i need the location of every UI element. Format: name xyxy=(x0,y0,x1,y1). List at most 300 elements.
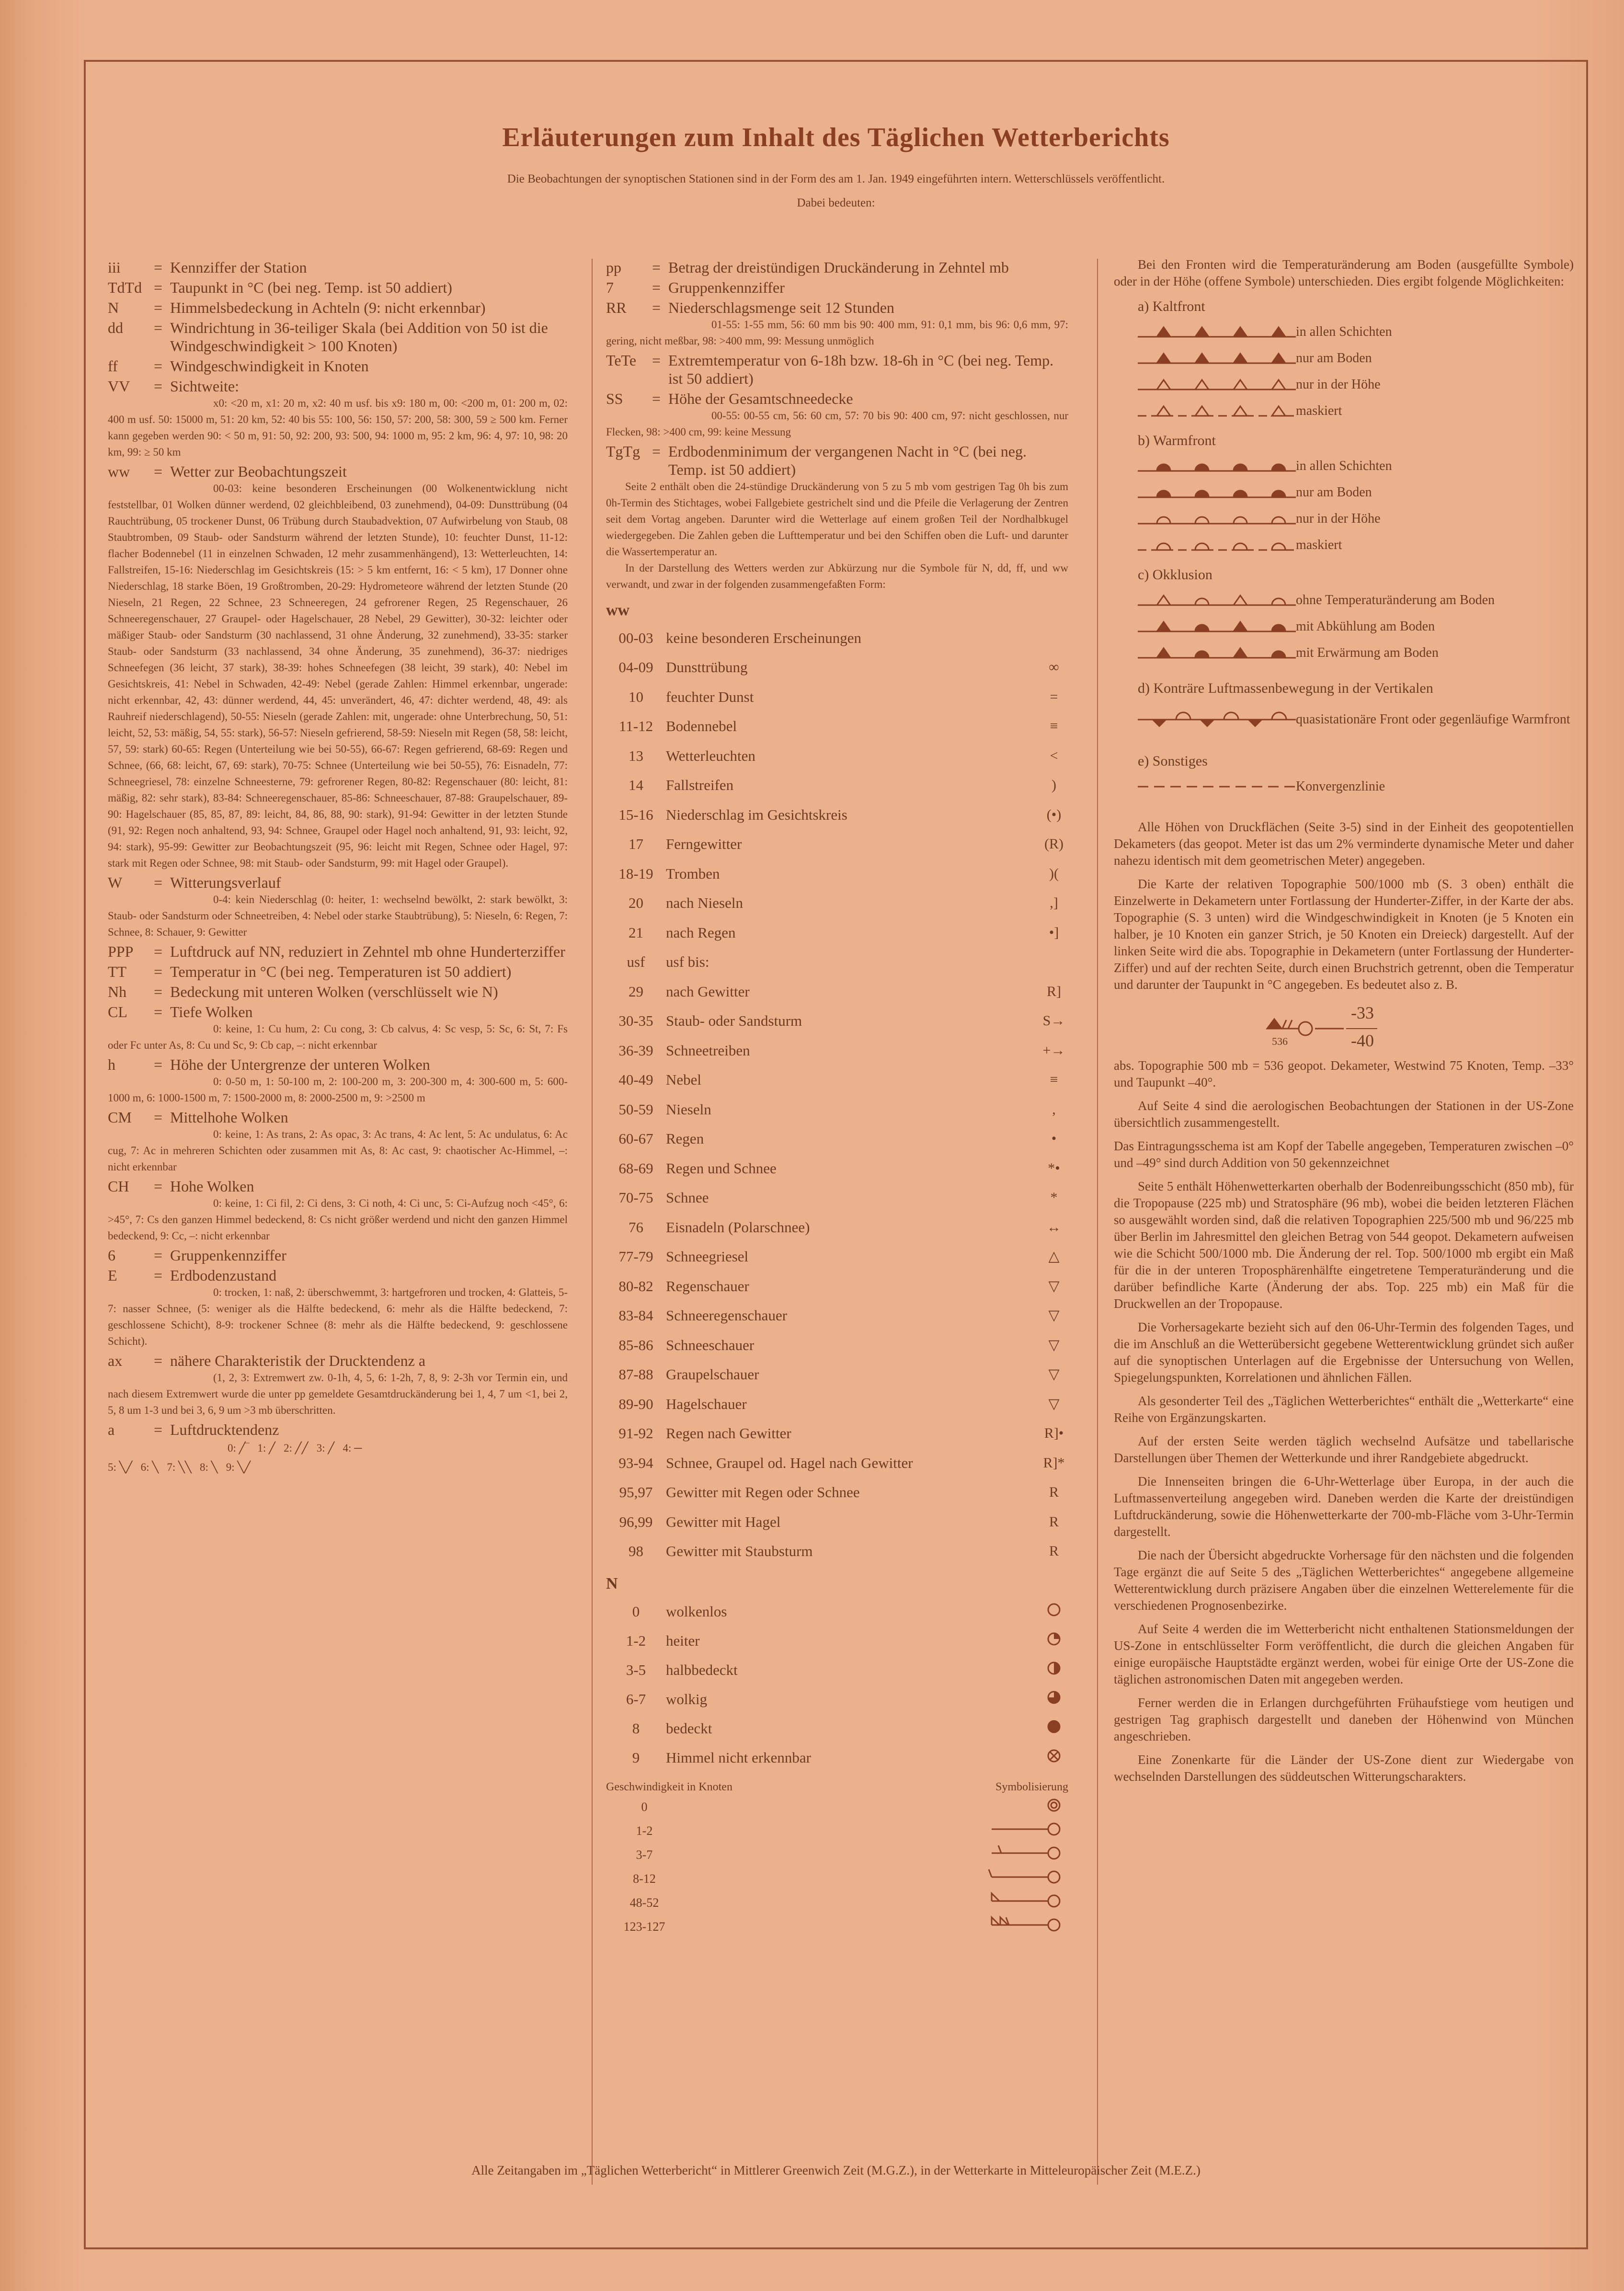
column-divider xyxy=(1097,259,1098,2185)
item-code: 18-19 xyxy=(618,865,653,882)
cloud-cover-symbol xyxy=(1040,1717,1068,1740)
weather-symbol-icon: ,] xyxy=(1050,895,1058,911)
tendency-label: 8: xyxy=(199,1461,208,1473)
item-label: Niederschlag im Gesichtskreis xyxy=(666,806,847,823)
list-item xyxy=(606,1795,1068,1819)
list-item xyxy=(606,653,1068,683)
code-desc: Tiefe Wolken xyxy=(170,1003,253,1020)
item-label: Himmel nicht erkennbar xyxy=(666,1749,812,1766)
stationary-front-symbol xyxy=(1138,710,1296,729)
vv-explanation: x0: <20 m, x1: 20 m, x2: 40 m usf. bis x9: 180 m, 00: <200 m, 01: 200 m, 02: 400 m usf. 50: 15000 m, 51: 20 km, 52: 40 bis 55: 100, 56: 150, 57: 200, 58: 300, 59 ≥ 500 km. Ferner kann gegeben werden 90: < 50 m, 91: 50, 92: 200, 93: 500, 94: 1000 m, 95: 2 km, 96: 4, 97: 10, 98: 20 km, 99: ≥ 50 km xyxy=(108,397,568,458)
item-code: 3-5 xyxy=(626,1661,646,1678)
code-desc: Luftdruck auf NN, reduziert in Zehntel mb ohne Hunderterziffer xyxy=(170,943,565,960)
item-label: Bodennebel xyxy=(666,718,737,735)
code-desc: Kennziffer der Station xyxy=(170,259,307,276)
w-explanation: 0-4: kein Niederschlag (0: heiter, 1: wechselnd bewölkt, 2: stark bewölkt, 3: Staub- oder Sandsturm oder Schneetreiben, 4: Nebel oder starke Staubtrübung), 5: Nieseln, 6: Regen, 7: Schnee, 8: Schauer, 9: Gewitter xyxy=(108,893,568,938)
wind-header xyxy=(606,1779,1068,1795)
tendency-label: 2: xyxy=(284,1442,293,1454)
code-n: N = Himmelsbedeckung in Achteln (9: nicht erkennbar) xyxy=(108,298,568,317)
front-label: quasistationäre Front oder gegenläufige Warmfront xyxy=(1296,712,1570,727)
front-row xyxy=(1114,345,1574,371)
column-left xyxy=(108,256,568,1477)
ww-explanation: 00-03: keine besonderen Erscheinungen (00 Wolkenentwicklung nicht feststellbar, 01 Wolken dünner werdend, 02 gleichbleibend, 03 zunehmend), 04-09: Dunsttrübung (04 Rauchtrübung, 05 trockener Dunst, 06 Trübung durch Staubadvektion, 07 Aufwirbelung von Staub, 08 Staubtromben, 09 Staub- oder Sandsturm während der letzten Stunde), 10: feuchter Dunst, 11-12: flacher Bodennebel (11 in einzelnen Schwaden, 12 mehr zusammenhängend), 13: Wetterleuchten, 14: Fallstreifen, 15-16: Niederschlag im Gesichtskreis (15: > 5 km entfernt, 16: < 5 km), 17 Donner ohne Niederschlag, 18 starke Böen, 19 Großtromben, 20-29: Hydrometeore während der letzten Stunde (20 Nieseln, 21 Regen, 22 Schnee, 23 Schneeregen, 24 gefrorener Regen, 25 Regenschauer, 26 Schneeregenschauer, 27 Graupel- oder Hagelschauer, 28 Nebel, 29 Gewitter), 30-32: leichter oder mäßiger Staub- oder Sandsturm (30 nachlassend, 31 ohne Änderung, 32 zunehmend), 33-35: starker Staub- oder Sandsturm (33 nachlassend, 34 ohne Änderung, 35 zunehmend), 36-37: niedriges Schneefegen (36 leicht, 37 stark), 38-39: hohes Schneefegen (38 leicht, 39 stark), 40: Nebel im Gesichtskreis, 41: Nebel in Schwaden, 42-49: Nebel (gerade Zahlen: Himmel erkennbar, ungerade: nicht erkennbar, 42, 43: dünner werdend, 44, 45: unverändert, 46, 47: dichter werdend, 48, 49: als Rauhreif niederschlagend), 50-55: Nieseln (gerade Zahlen: mit, ungerade: ohne Unterbrechung, 50, 51: leicht, 52, 53: mäßig, 54, 55: stark), 56-57: Nieseln gefrierend, 58-59: Nieseln mit Regen (58, 58: leicht, 57, 59: stark) 60-65: Regen (Unterteilung wie bei 50-55), 66-67: Regen gefrierend, 68-69: Regen und Schnee, (66, 68: leicht, 67, 69: stark), 70-75: Schnee (Unterteilung wie bei 50-55), 76: Eisnadeln, 77: Schneegriesel, 78: einzelne Schneesterne, 79: gefrorener Regen, 80-82: Regenschauer (80: leicht, 81: mäßig, 82: sehr stark), 83-84: Schneeregenschauer, 85-86: Schneeschauer, 87-88: Graupelschauer, 89-90: Hagelschauer (85, 85, 87, 89: leicht, 84, 86, 88, 90: stark), 91-94: Gewitter in der letzten Stunde (91, 92: Regen noch anhaltend, 93, 94: Schnee, Graupel oder Hagel noch anhaltend, 91, 93: leicht, 92, 94: stark), 95-99: Gewitter zur Beobachtungszeit (95, 96: leicht mit Regen, Schnee oder Hagel, 97: stark mit Regen oder Schnee, 98: mit Staub- oder Sandsturm, 99: mit Hagel oder Graupel). xyxy=(108,482,568,869)
footer-note: Alle Zeitangaben im „Täglichen Wetterbericht“ in Mittlerer Greenwich Zeit (M.G.Z.), in der Wetterkarte in Mitteleuropäischer Zeit (M.E.Z.) xyxy=(471,2163,1201,2177)
n-section-heading: N xyxy=(606,1575,618,1592)
item-code: 96,99 xyxy=(619,1513,653,1530)
code-key: VV xyxy=(108,378,130,395)
code-e: E = Erdbodenzustand xyxy=(108,1266,568,1284)
code-key: CH xyxy=(108,1178,129,1195)
item-label: Regenschauer xyxy=(666,1277,749,1294)
item-code: 11-12 xyxy=(618,718,653,735)
wind-symbol-list xyxy=(606,1795,1068,1939)
darstellung-text: In der Darstellung des Wetters werden zur Abkürzung nur die Symbole für N, dd, ff, und ww verwandt, und zwar in der folgenden zusammengefaßten Form: xyxy=(606,562,1068,590)
list-item xyxy=(606,1095,1068,1124)
code-iii: iii = Kennziffer der Station xyxy=(108,258,568,276)
item-label: Regen nach Gewitter xyxy=(666,1425,791,1442)
code-cm: CM = Mittelhohe Wolken xyxy=(108,1108,568,1126)
code-desc: Wetter zur Beobachtungszeit xyxy=(170,463,347,480)
ww-section-heading: ww xyxy=(606,601,630,619)
item-code: 91-92 xyxy=(618,1425,653,1442)
item-label: Graupelschauer xyxy=(666,1366,759,1383)
list-item xyxy=(606,918,1068,948)
code-desc: nähere Charakteristik der Drucktendenz a xyxy=(170,1352,426,1369)
front-label: Konvergenzlinie xyxy=(1296,779,1385,794)
warm-front-symbol xyxy=(1138,483,1296,502)
page-title: Erläuterungen zum Inhalt des Täglichen Wetterberichts xyxy=(502,123,1170,152)
item-label: Nebel xyxy=(666,1071,702,1088)
n-symbol-list xyxy=(606,1597,1068,1772)
item-code: 30-35 xyxy=(618,1012,653,1030)
item-label: keine besonderen Erscheinungen xyxy=(666,629,862,646)
weather-symbol-icon: ▽ xyxy=(1048,1278,1060,1294)
wind-speed: 123-127 xyxy=(623,1920,665,1934)
weather-symbol-icon: ∞ xyxy=(1049,659,1059,676)
list-item xyxy=(606,1867,1068,1891)
item-code: 98 xyxy=(629,1543,643,1560)
list-item xyxy=(606,1597,1068,1626)
tendency-label: 3: xyxy=(316,1442,325,1454)
warmfront-heading: b) Warmfront xyxy=(1138,433,1216,448)
code-key: dd xyxy=(108,319,123,336)
e-explanation: 0: trocken, 1: naß, 2: überschwemmt, 3: hartgefroren und trocken, 4: Glatteis, 5-7: nasser Schnee, (5: weniger als die Hälfte bedeckend, 6: mehr als die Hälfte bedeckend, 7: geschlossene Schicht), 8-9: trockener Schnee (8: mehr als die Hälfte bedeckend, 9: geschlossene Schicht). xyxy=(108,1286,568,1347)
item-label: wolkig xyxy=(666,1690,708,1707)
code-pp: pp = Betrag der dreistündigen Druckänderung in Zehntel mb xyxy=(606,258,1068,276)
weather-symbol-icon: R]* xyxy=(1043,1455,1065,1471)
code-ww: ww = Wetter zur Beobachtungszeit xyxy=(108,462,568,481)
list-item xyxy=(606,712,1068,742)
list-item xyxy=(606,1507,1068,1537)
code-7: 7 = Gruppenkennziffer xyxy=(606,278,1068,297)
item-label: Gewitter mit Hagel xyxy=(666,1513,781,1530)
code-key: ww xyxy=(108,463,130,480)
list-item xyxy=(606,977,1068,1007)
cloud-cover-symbol xyxy=(1040,1746,1068,1769)
list-item xyxy=(606,1124,1068,1154)
item-code: 20 xyxy=(629,894,643,912)
weather-symbol-icon: )( xyxy=(1049,865,1059,882)
code-desc: Sichtweite: xyxy=(170,378,239,395)
weather-symbol-icon: (•) xyxy=(1046,806,1062,823)
code-rr: RR = Niederschlagsmenge seit 12 Stunden xyxy=(606,298,1068,317)
cloud-cover-icon xyxy=(1044,1659,1064,1678)
item-code: 9 xyxy=(632,1749,640,1766)
item-code: 15-16 xyxy=(618,806,653,823)
code-cl: CL = Tiefe Wolken xyxy=(108,1003,568,1021)
front-row xyxy=(1114,505,1574,532)
warm-front-symbol xyxy=(1138,536,1296,555)
code-desc: Gruppenkennziffer xyxy=(668,279,785,296)
wind-speed: 48-52 xyxy=(629,1896,659,1910)
item-label: Gewitter mit Regen oder Schnee xyxy=(666,1484,860,1501)
front-label: mit Abkühlung am Boden xyxy=(1296,619,1435,634)
item-label: bedeckt xyxy=(666,1719,712,1737)
list-item xyxy=(606,1478,1068,1508)
example-dewpoint: -40 xyxy=(1351,1031,1374,1050)
list-item xyxy=(606,1330,1068,1360)
item-code: 6-7 xyxy=(626,1690,646,1707)
item-code: 13 xyxy=(629,747,643,764)
code-desc: Hohe Wolken xyxy=(170,1178,254,1195)
cold-front-symbol xyxy=(1138,349,1296,368)
list-item xyxy=(606,800,1068,830)
code-key: ff xyxy=(108,357,118,375)
front-label: in allen Schichten xyxy=(1296,324,1392,339)
weather-symbol-icon: , xyxy=(1052,1101,1056,1117)
item-code: 40-49 xyxy=(618,1071,653,1088)
front-row xyxy=(1114,700,1574,739)
tendency-symbols: 0: ╱‾ 1: ╱ 2: ╱╱ 3: ╱ 4: ─ 5: ╲╱ 6: ╲ 7: ╲╲ 8: ╲ 9: ╲╱ xyxy=(108,1442,362,1473)
list-item xyxy=(606,1007,1068,1036)
list-item xyxy=(606,1743,1068,1772)
station-example xyxy=(1114,1000,1574,1057)
paragraph: Alle Höhen von Druckflächen (Seite 3-5) sind in der Einheit des geopotentiellen Dekameters (das geopot. Meter ist das um 2% verminderte dynamische Meter und daher nahezu identisch mit dem geometrischen Meter) angegeben. xyxy=(1114,820,1574,868)
paragraph: Die Karte der relativen Topographie 500/1000 mb (S. 3 oben) enthält die Einzelwerte in Dekametern unter Fortlassung der Hunderter-Ziffer, in der Karte der abs. Topographie (S. 3 unten) wird die Windgeschwindigkeit in Knoten (je 5 Knoten ein halber, je 10 Knoten ein ganzer Strich, je 50 Knoten ein Dreieck) dargestellt. Auf der linken Seite wird die abs. Topographie in Dekametern (unter Fortlassung der Hunderter-Ziffer) und auf der rechten Seite, durch einen Bruchstrich getrennt, oben die Temperatur und darunter der Taupunkt in °C angegeben. Es bedeutet also z. B. xyxy=(1114,877,1574,992)
front-row xyxy=(1114,773,1574,800)
ch-explanation: 0: keine, 1: Ci fil, 2: Ci dens, 3: Ci noth, 4: Ci unc, 5: Ci-Aufzug noch <45°, 6: >45°, 7: Cs den ganzen Himmel bedeckend, 8: Cs nicht größer werdend und nicht den ganzen Himmel bedeckend, 9: Cc, –: nicht erkennbar xyxy=(108,1197,568,1242)
code-desc: Betrag der dreistündigen Druckänderung in Zehntel mb xyxy=(668,259,1009,276)
weather-symbol-icon: *• xyxy=(1048,1160,1060,1176)
list-item xyxy=(606,1915,1068,1939)
weather-symbol-icon: • xyxy=(1051,1131,1057,1147)
cloud-cover-icon xyxy=(1044,1717,1064,1736)
code-desc: Bedeckung mit unteren Wolken (verschlüsselt wie N) xyxy=(170,983,498,1000)
code-desc: Gruppenkennziffer xyxy=(170,1247,286,1264)
weather-symbol-icon: R xyxy=(1049,1513,1059,1530)
code-6: 6 = Gruppenkennziffer xyxy=(108,1246,568,1264)
front-label: in allen Schichten xyxy=(1296,458,1392,473)
item-label: nach Regen xyxy=(666,924,736,941)
item-code: 93-94 xyxy=(618,1454,653,1471)
cloud-cover-symbol xyxy=(1040,1688,1068,1711)
paragraph: abs. Topographie 500 mb = 536 geopot. Dekameter, Westwind 75 Knoten, Temp. –33° und Taupunkt –40°. xyxy=(1114,1058,1574,1089)
front-label: nur in der Höhe xyxy=(1296,511,1381,526)
paragraph: Seite 5 enthält Höhenwetterkarten oberhalb der Bodenreibungsschicht (850 mb), für die Tropopause (225 mb) und Stratosphäre (96 mb), wobei die beiden letzteren Flächen so ausgewählt worden sind, daß die relativen Topographien 225/500 mb und 96/225 mb über Berlin im Jahresmittel den gleichen Betrag von 544 geopot. Dekametern aufweisen wie die Schicht 500/1000 mb. Die Änderung der rel. Top. 500/1000 mb ergibt ein Maß für die in der unteren Troposphärenhälfte eingetretene Temperaturänderung und die darüber befindliche Karte (Änderung der abs. Top. 225 mb) ein Maß für die Druckwellen an der Tropopause. xyxy=(1114,1179,1574,1311)
item-label: Schneegriesel xyxy=(666,1248,749,1265)
code-key: E xyxy=(108,1267,117,1284)
item-label: nach Gewitter xyxy=(666,983,750,1000)
front-label: ohne Temperaturänderung am Boden xyxy=(1296,592,1495,607)
wind-barb-icon xyxy=(683,1844,1068,1867)
cloud-cover-icon xyxy=(1044,1629,1064,1649)
front-label: mit Erwärmung am Boden xyxy=(1296,645,1439,660)
list-item xyxy=(606,771,1068,801)
code-ch: CH = Hohe Wolken xyxy=(108,1177,568,1195)
wind-speed: 1-2 xyxy=(636,1824,653,1838)
tendency-label: 5: xyxy=(108,1461,116,1473)
item-label: feuchter Dunst xyxy=(666,688,754,705)
item-label: Schnee, Graupel od. Hagel nach Gewitter xyxy=(666,1454,913,1471)
item-code: 14 xyxy=(629,777,643,794)
list-item xyxy=(606,1891,1068,1915)
code-desc: Windgeschwindigkeit in Knoten xyxy=(170,357,369,375)
tendency-label: 1: xyxy=(257,1442,266,1454)
code-h: h = Höhe der Untergrenze der unteren Wolken xyxy=(108,1055,568,1074)
weather-symbol-icon: +→ xyxy=(1042,1042,1065,1058)
item-label: Schnee xyxy=(666,1189,709,1206)
item-code: 04-09 xyxy=(618,659,653,676)
item-label: Nieseln xyxy=(666,1100,711,1118)
front-label: nur am Boden xyxy=(1296,484,1372,500)
code-key: pp xyxy=(606,259,621,276)
wind-barb-icon xyxy=(683,1891,1068,1915)
cloud-cover-icon xyxy=(1044,1688,1064,1707)
ax-explanation: (1, 2, 3: Extremwert zw. 0-1h, 4, 5, 6: 1-2h, 7, 8, 9: 2-3h vor Termin ein, und nach diesem Extremwert wurde die unter pp gemeldete Gesamtdruckänderung bei 1, 4, 7 um <1, bei 2, 5, 8 um 1-3 und bei 3, 6, 9 um >3 mb überschritten. xyxy=(108,1372,568,1416)
item-code: 70-75 xyxy=(618,1189,653,1206)
occl-front-symbol xyxy=(1138,617,1296,636)
okklusion-list xyxy=(1114,587,1574,666)
code-key: PPP xyxy=(108,943,134,960)
weather-symbol-icon: * xyxy=(1050,1190,1058,1206)
code-ff: ff = Windgeschwindigkeit in Knoten xyxy=(108,357,568,375)
code-key: N xyxy=(108,299,119,316)
wind-barb-icon xyxy=(683,1820,1068,1843)
wind-speed: 0 xyxy=(641,1800,648,1814)
item-label: Tromben xyxy=(666,865,720,882)
occl-front-symbol xyxy=(1138,591,1296,610)
dabei-label: Dabei bedeuten: xyxy=(797,196,875,209)
item-code: 29 xyxy=(629,983,643,1000)
wind-speed: 8-12 xyxy=(633,1872,656,1886)
front-row xyxy=(1114,613,1574,640)
code-nh: Nh = Bedeckung mit unteren Wolken (verschlüsselt wie N) xyxy=(108,983,568,1001)
paragraph: Die Vorhersagekarte bezieht sich auf den 06-Uhr-Termin des folgenden Tages, und die im Anschluß an die Wetterübersicht gegebene Wetterentwicklung gründet sich außer auf die synoptischen Unterlagen auf die Ergebnisse der Untersuchung von Wellen, Spiegelungspunkten, Korrelationen und ähnlichen Fällen. xyxy=(1114,1320,1574,1385)
cl-explanation: 0: keine, 1: Cu hum, 2: Cu cong, 3: Cb calvus, 4: Sc vesp, 5: Sc, 6: St, 7: Fs oder Fc unter As, 8: Cu und Sc, 9: Cb cap, –: nicht erkennbar xyxy=(108,1023,568,1051)
code-desc: Himmelsbedeckung in Achteln (9: nicht erkennbar) xyxy=(170,299,486,316)
tendency-label: 6: xyxy=(140,1461,149,1473)
cold-front-symbol xyxy=(1138,322,1296,342)
code-desc: Erdbodenzustand xyxy=(170,1267,277,1284)
item-code: 60-67 xyxy=(618,1130,653,1147)
list-item xyxy=(606,1213,1068,1242)
column-middle xyxy=(606,256,1068,1939)
weather-symbol-icon: ) xyxy=(1052,777,1056,793)
item-code: 36-39 xyxy=(618,1042,653,1059)
item-label: Gewitter mit Staubsturm xyxy=(666,1543,813,1560)
list-item xyxy=(606,1684,1068,1714)
code-tt: TT = Temperatur in °C (bei neg. Temperaturen ist 50 addiert) xyxy=(108,962,568,981)
code-key: a xyxy=(108,1421,115,1438)
code-key: W xyxy=(108,874,123,891)
wind-barb-icon xyxy=(683,1915,1068,1939)
seite2-text: Seite 2 enthält oben die 24-stündige Druckänderung von 5 zu 5 mb vom gestrigen Tag 0h bis zum 0h-Termin des Stichtages, wobei Fallgebiete gestrichelt sind und die Pfeile die Verlagerung der Zentren seit dem Vortag angeben. Darunter wird die Wetterlage auf einem großen Teil der Nordhalbkugel wiedergegeben. Die Zahlen geben die Lufttemperatur und bei den Schiffen oben die Luft- und darunter die Wassertemperatur an. xyxy=(606,481,1068,558)
item-code: usf xyxy=(627,953,645,971)
front-row xyxy=(1114,398,1574,424)
example-temperature: -33 xyxy=(1351,1003,1374,1022)
list-item xyxy=(606,1843,1068,1867)
list-item xyxy=(606,1272,1068,1301)
weather-symbol-icon: R]• xyxy=(1044,1425,1064,1442)
weather-symbol-icon: (R) xyxy=(1044,836,1064,852)
list-item xyxy=(606,1819,1068,1843)
kontraer-heading: d) Konträre Luftmassenbewegung in der Vertikalen xyxy=(1138,680,1433,696)
rr-explanation: 01-55: 1-55 mm, 56: 60 mm bis 90: 400 mm, 91: 0,1 mm, bis 96: 0,6 mm, 97: gering, nicht meßbar, 98: >400 mm, 99: Messung unmöglich xyxy=(606,319,1068,347)
list-item xyxy=(606,1714,1068,1743)
code-desc: Windrichtung in 36-teiliger Skala (bei Addition von 50 ist die Windgeschwindigkeit > 100 Knoten) xyxy=(170,319,548,355)
code-tgtg: TgTg = Erdbodenminimum der vergangenen Nacht in °C (bei neg. Temp. ist 50 addiert) xyxy=(606,442,1068,479)
code-desc: Temperatur in °C (bei neg. Temperaturen ist 50 addiert) xyxy=(170,963,512,980)
weather-symbol-icon: ▽ xyxy=(1048,1307,1060,1324)
cloud-cover-symbol xyxy=(1040,1659,1068,1682)
front-label: nur in der Höhe xyxy=(1296,377,1381,392)
subtitle: Die Beobachtungen der synoptischen Stationen sind in der Form des am 1. Jan. 1949 eingeführten intern. Wetterschlüssels veröffentlicht. xyxy=(507,172,1165,185)
sonstiges-heading: e) Sonstiges xyxy=(1138,753,1208,769)
front-row xyxy=(1114,453,1574,479)
code-vv: VV = Sichtweite: xyxy=(108,377,568,395)
list-item xyxy=(606,889,1068,918)
list-item xyxy=(606,682,1068,712)
code-desc: Luftdrucktendenz xyxy=(170,1421,279,1438)
code-tdtd: TdTd = Taupunkt in °C (bei neg. Temp. ist 50 addiert) xyxy=(108,278,568,297)
item-label: wolkenlos xyxy=(666,1603,727,1620)
list-item xyxy=(606,1183,1068,1213)
item-code: 77-79 xyxy=(618,1248,653,1265)
list-item xyxy=(606,1036,1068,1065)
tendency-label: 9: xyxy=(226,1461,235,1473)
wind-speed: 3-7 xyxy=(636,1848,653,1862)
tendency-label: 4: xyxy=(343,1442,352,1454)
weather-symbol-icon: ▽ xyxy=(1048,1366,1060,1383)
item-code: 80-82 xyxy=(618,1277,653,1294)
cloud-cover-icon xyxy=(1044,1600,1064,1619)
list-item xyxy=(606,1626,1068,1655)
weather-symbol-icon: ▽ xyxy=(1048,1337,1060,1353)
front-row xyxy=(1114,371,1574,398)
code-w: W = Witterungsverlauf xyxy=(108,873,568,892)
code-key: RR xyxy=(606,299,627,316)
item-label: Hagelschauer xyxy=(666,1395,747,1412)
item-label: Ferngewitter xyxy=(666,836,742,853)
weather-symbol-icon: R xyxy=(1049,1484,1059,1501)
code-key: SS xyxy=(606,390,623,407)
convergence-line-symbol xyxy=(1138,782,1296,791)
weather-symbol-icon: R] xyxy=(1047,983,1061,999)
warm-front-symbol xyxy=(1138,457,1296,476)
item-code: 50-59 xyxy=(618,1100,653,1118)
front-row xyxy=(1114,640,1574,666)
column-right xyxy=(1114,256,1574,1792)
paragraph: Die nach der Übersicht abgedruckte Vorhersage für den nächsten und die folgenden Tage ergänzt die auf Seite 5 des „Täglichen Wetterberichtes“ angegebene allgemeine Wetterentwicklung durch präzisere Angaben über die einzelnen Wetterelemente für die verschiedenen Prognosenbezirke. xyxy=(1114,1548,1574,1613)
front-label: maskiert xyxy=(1296,537,1342,552)
code-key: TeTe xyxy=(606,352,637,369)
paragraph: Ferner werden die in Erlangen durchgeführten Frühaufstiege vom heutigen und gestrigen Tag graphisch dargestellt und daneben der Höhenwind von München angeschrieben. xyxy=(1114,1695,1574,1743)
item-code: 85-86 xyxy=(618,1336,653,1353)
paragraph: Eine Zonenkarte für die Länder der US-Zone dient zur Wiedergabe von wechselnden Darstellungen des süddeutschen Witterungscharakters. xyxy=(1114,1753,1574,1784)
paragraph: Als gesonderter Teil des „Täglichen Wetterberichtes“ enthält die „Wetterkarte“ eine Reihe von Ergänzungskarten. xyxy=(1114,1394,1574,1425)
item-label: halbbedeckt xyxy=(666,1661,738,1678)
code-key: TgTg xyxy=(606,443,640,460)
code-ax: ax = nähere Charakteristik der Drucktendenz a xyxy=(108,1352,568,1370)
list-item xyxy=(606,1389,1068,1419)
item-code: 0 xyxy=(632,1603,640,1620)
item-code: 95,97 xyxy=(619,1484,653,1501)
front-row xyxy=(1114,479,1574,505)
cold-front-symbol xyxy=(1138,375,1296,394)
kaltfront-heading: a) Kaltfront xyxy=(1138,298,1205,314)
cm-explanation: 0: keine, 1: As trans, 2: As opac, 3: Ac trans, 4: Ac lent, 5: Ac undulatus, 6: Ac cug, 7: Ac in mehreren Schichten oder zusammen mit As, 8: Ac cast, 9: chaotischer Ac-Himmel, –: nicht erkennbar xyxy=(108,1128,568,1173)
weather-symbol-icon: ≡ xyxy=(1050,1072,1058,1088)
ww-symbol-list xyxy=(606,623,1068,1566)
code-key: TdTd xyxy=(108,279,142,296)
front-row xyxy=(1114,587,1574,613)
code-tete: TeTe = Extremtemperatur von 6-18h bzw. 18-6h in °C (bei neg. Temp. ist 50 addiert) xyxy=(606,351,1068,388)
list-item xyxy=(606,859,1068,889)
list-item xyxy=(606,830,1068,859)
ss-explanation: 00-55: 00-55 cm, 56: 60 cm, 57: 70 bis 90: 400 cm, 97: nicht geschlossen, nur Flecken, 98: >400 cm, 99: keine Messung xyxy=(606,410,1068,438)
item-label: Regen xyxy=(666,1130,704,1147)
code-desc: Erdbodenminimum der vergangenen Nacht in °C (bei neg. Temp. ist 50 addiert) xyxy=(668,443,1027,478)
item-label: Regen und Schnee xyxy=(666,1159,777,1177)
weather-symbol-icon: △ xyxy=(1048,1249,1060,1265)
weather-symbol-icon: < xyxy=(1050,747,1058,764)
code-key: 6 xyxy=(108,1247,115,1264)
code-key: ax xyxy=(108,1352,123,1369)
code-ppp: PPP = Luftdruck auf NN, reduziert in Zehntel mb ohne Hunderterziffer xyxy=(108,942,568,961)
list-item xyxy=(606,741,1068,771)
wind-barb-icon xyxy=(683,1796,1068,1819)
code-dd: dd = Windrichtung in 36-teiliger Skala (bei Addition von 50 ist die Windgeschwindigkeit > 100 Knoten) xyxy=(108,319,568,355)
front-label: maskiert xyxy=(1296,403,1342,418)
weather-symbol-icon: ▽ xyxy=(1048,1396,1060,1412)
item-label: Wetterleuchten xyxy=(666,747,755,764)
list-item xyxy=(606,1065,1068,1095)
item-code: 76 xyxy=(629,1218,643,1236)
item-label: Schneeschauer xyxy=(666,1336,755,1353)
item-code: 17 xyxy=(629,836,643,853)
list-item xyxy=(606,1419,1068,1449)
front-row xyxy=(1114,319,1574,345)
occl-front-symbol xyxy=(1138,643,1296,663)
code-key: iii xyxy=(108,259,121,276)
paragraph: Die Innenseiten bringen die 6-Uhr-Wetterlage über Europa, in der auch die Luftmassenverteilung angegeben wird. Daneben werden die Karte der dreistündigen Luftdruckänderung, sowie die Höhenwetterkarte der 700-mb-Fläche vom 3-Uhr-Termin dargestellt. xyxy=(1114,1474,1574,1539)
code-desc: Taupunkt in °C (bei neg. Temp. ist 50 addiert) xyxy=(170,279,452,296)
paragraph: Das Eintragungsschema ist am Kopf der Tabelle angegeben, Temperaturen zwischen –0° und –49° sind durch Addition von 50 gekennzeichnet xyxy=(1114,1139,1574,1170)
warmfront-list xyxy=(1114,453,1574,558)
item-code: 68-69 xyxy=(618,1159,653,1177)
cloud-cover-icon xyxy=(1044,1746,1064,1765)
list-item xyxy=(606,1242,1068,1272)
code-key: CM xyxy=(108,1109,132,1126)
item-label: Fallstreifen xyxy=(666,777,734,794)
item-code: 10 xyxy=(629,688,643,705)
item-label: heiter xyxy=(666,1632,700,1649)
list-item xyxy=(606,1448,1068,1478)
cloud-cover-symbol xyxy=(1040,1629,1068,1652)
weather-symbol-icon: •] xyxy=(1049,924,1059,940)
code-key: Nh xyxy=(108,983,127,1000)
front-label: nur am Boden xyxy=(1296,350,1372,366)
